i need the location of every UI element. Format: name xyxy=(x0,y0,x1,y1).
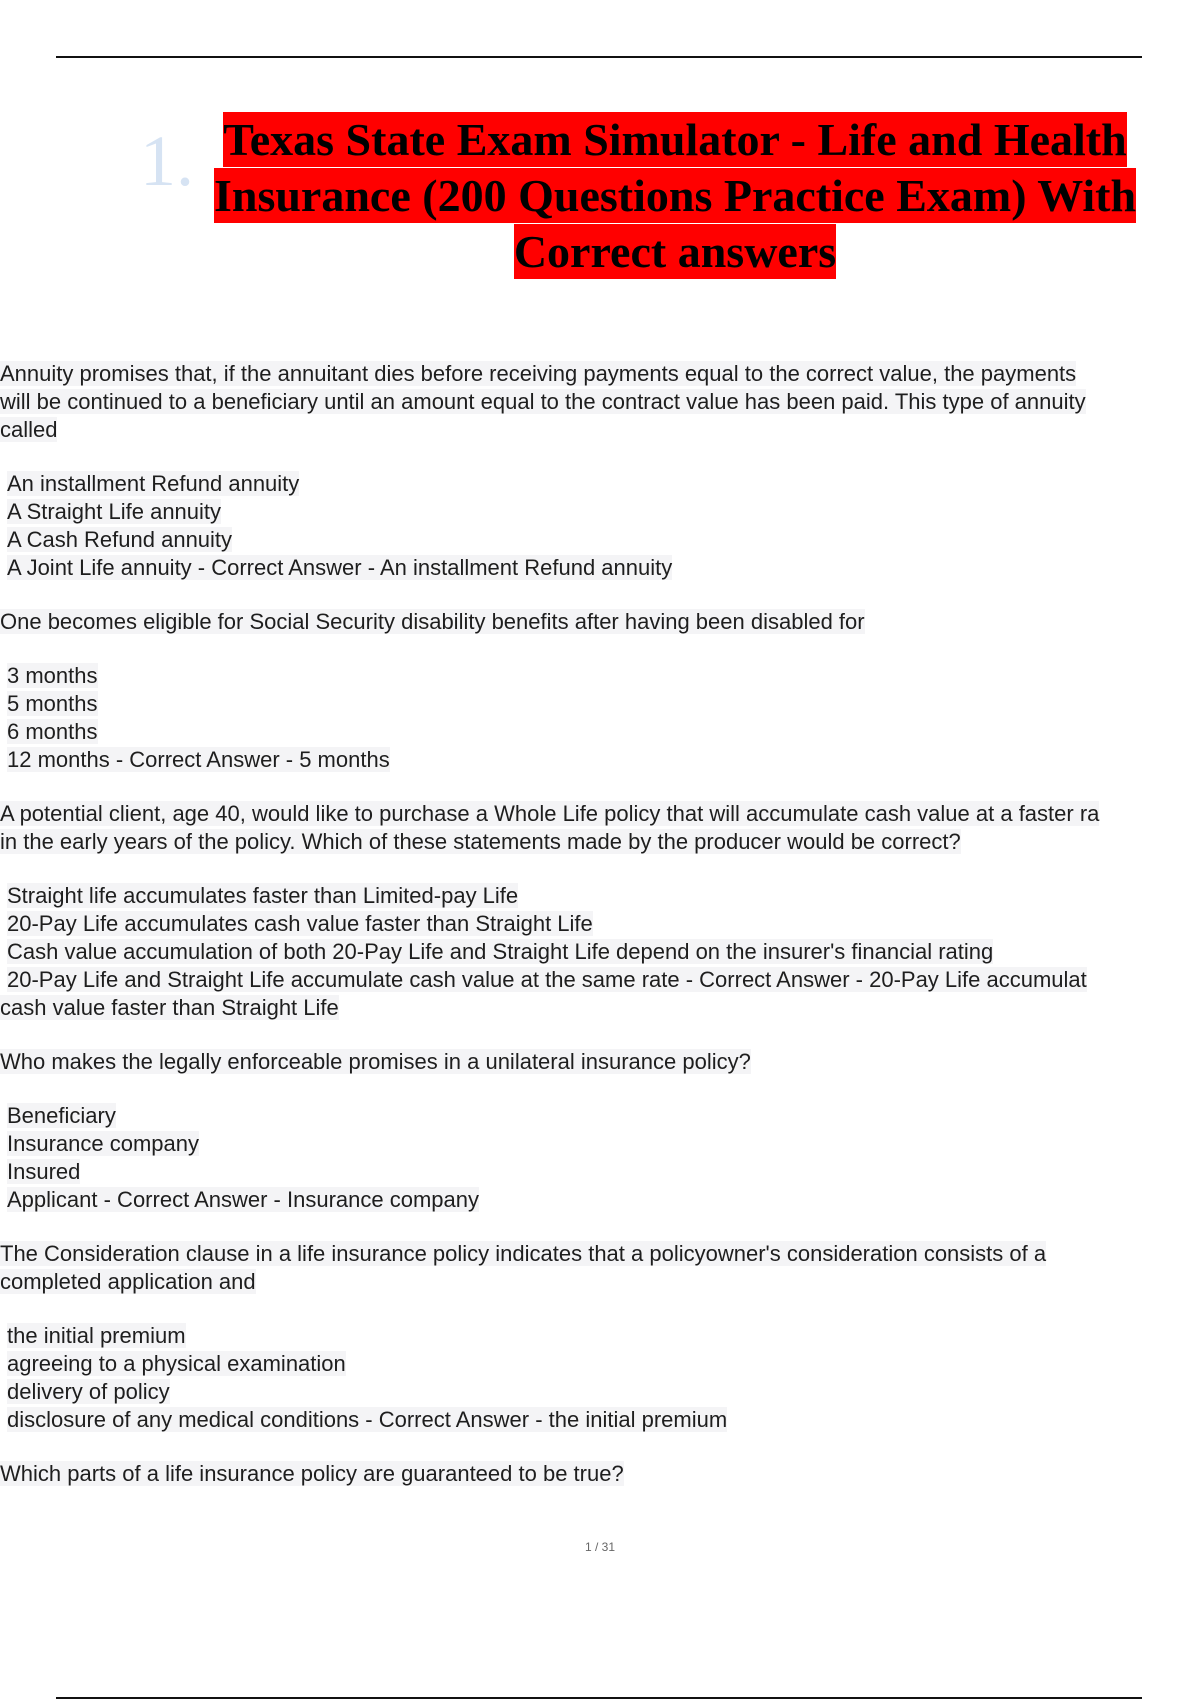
question-text: One becomes eligible for Social Security disability benefits after having been disabled for xyxy=(0,609,865,634)
question-list xyxy=(0,360,1198,1514)
question-block xyxy=(0,1240,1198,1434)
question-text: Who makes the legally enforceable promises in a unilateral insurance policy? xyxy=(0,1049,751,1074)
option-list xyxy=(0,1102,1198,1214)
question-text: Annuity promises that, if the annuitant dies before receiving payments equal to the correct value, the payments xyxy=(0,361,1077,386)
question-text: will be continued to a beneficiary until an amount equal to the contract value has been paid. This type of annuity xyxy=(0,389,1086,414)
page-indicator: 1 / 31 xyxy=(584,1540,616,1554)
title-heading xyxy=(150,112,1180,280)
title-line-1: Texas State Exam Simulator - Life and Health xyxy=(223,114,1127,165)
question-text: in the early years of the policy. Which of these statements made by the producer would be correct? xyxy=(0,829,961,854)
question-block xyxy=(0,360,1198,582)
top-rule xyxy=(56,56,1142,58)
question-text: Which parts of a life insurance policy are guaranteed to be true? xyxy=(0,1461,624,1486)
title-line-3: Correct answers xyxy=(513,226,837,277)
question-block xyxy=(0,800,1198,1022)
question-text: completed application and xyxy=(0,1269,256,1294)
option-item: Insured xyxy=(7,1159,81,1184)
title-line-2: Insurance (200 Questions Practice Exam) With xyxy=(213,170,1137,221)
option-item: An installment Refund annuity xyxy=(7,471,300,496)
option-item: A Cash Refund annuity xyxy=(7,527,233,552)
option-item: 20-Pay Life accumulates cash value faster than Straight Life xyxy=(7,911,593,936)
answer-continuation: cash value faster than Straight Life xyxy=(0,995,339,1020)
option-item: A Straight Life annuity xyxy=(7,499,222,524)
answer-item: A Joint Life annuity - Correct Answer - An installment Refund annuity xyxy=(7,555,673,580)
option-item: delivery of policy xyxy=(7,1379,170,1404)
question-text: called xyxy=(0,417,58,442)
option-item: Insurance company xyxy=(7,1131,199,1156)
answer-item: 12 months - Correct Answer - 5 months xyxy=(7,747,390,772)
option-item: Cash value accumulation of both 20-Pay Life and Straight Life depend on the insurer's financial rating xyxy=(7,939,994,964)
option-item: 3 months xyxy=(7,663,98,688)
question-block xyxy=(0,1460,1198,1488)
question-text: The Consideration clause in a life insurance policy indicates that a policyowner's consideration consists of a xyxy=(0,1241,1047,1266)
option-list xyxy=(0,882,1198,1022)
answer-item: disclosure of any medical conditions - Correct Answer - the initial premium xyxy=(7,1407,728,1432)
option-list xyxy=(0,1322,1198,1434)
option-item: the initial premium xyxy=(7,1323,186,1348)
option-item: Beneficiary xyxy=(7,1103,116,1128)
title-number: 1. xyxy=(140,121,194,201)
option-list xyxy=(0,662,1198,774)
answer-item: Applicant - Correct Answer - Insurance company xyxy=(7,1187,479,1212)
option-list xyxy=(0,470,1198,582)
option-item: Straight life accumulates faster than Limited-pay Life xyxy=(7,883,519,908)
option-item: 5 months xyxy=(7,691,98,716)
option-item: 6 months xyxy=(7,719,98,744)
bottom-rule xyxy=(56,1697,1142,1699)
document-title xyxy=(140,112,1180,280)
question-text: A potential client, age 40, would like to purchase a Whole Life policy that will accumulate cash value at a faster ra xyxy=(0,801,1100,826)
question-block xyxy=(0,608,1198,774)
question-block xyxy=(0,1048,1198,1214)
option-item: agreeing to a physical examination xyxy=(7,1351,346,1376)
answer-item: 20-Pay Life and Straight Life accumulate cash value at the same rate - Correct Answer - 20-Pay Life accumulat xyxy=(7,967,1087,992)
